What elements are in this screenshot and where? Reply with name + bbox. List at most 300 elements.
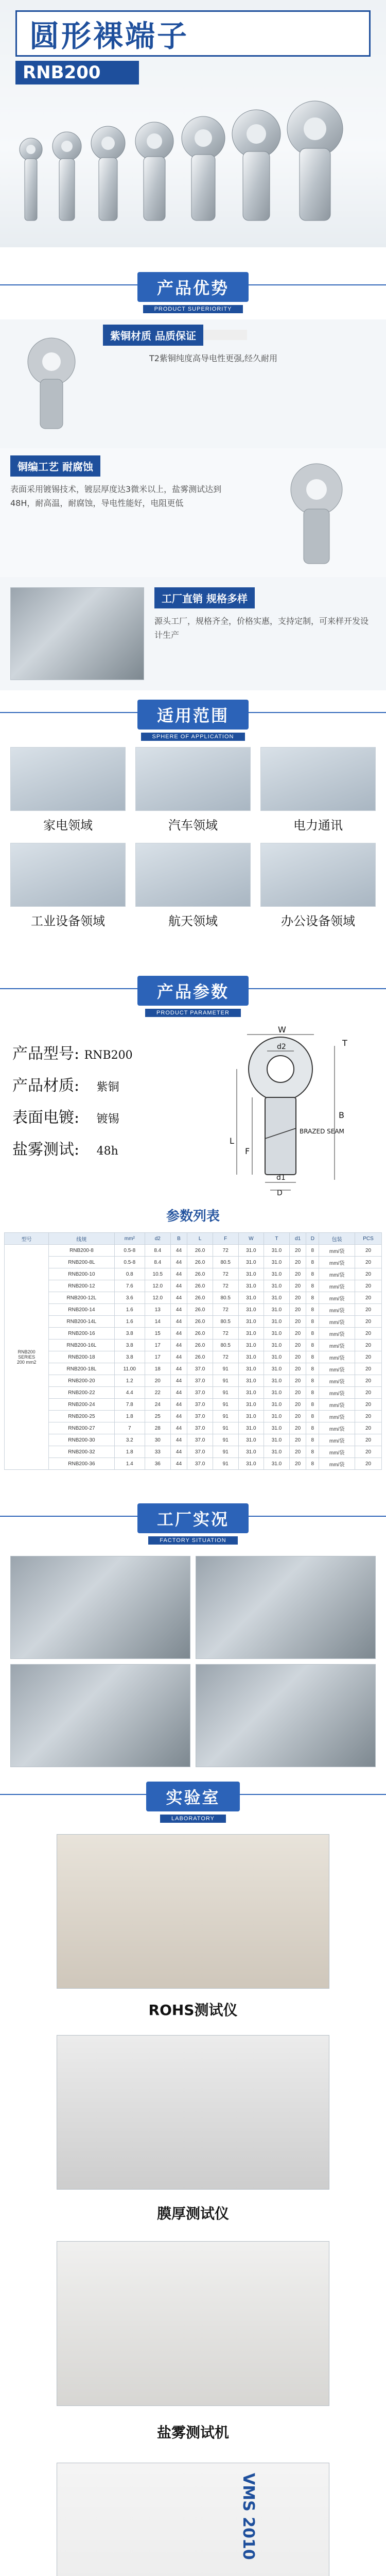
table-cell: 37.0	[187, 1363, 213, 1375]
factory-photo-3	[10, 1664, 190, 1767]
table-cell: 31.0	[264, 1245, 290, 1257]
vms-device-label: VMS 2010	[239, 2473, 257, 2560]
table-cell: mm/袋	[319, 1399, 355, 1411]
lab-caption: 盐雾测试机	[156, 2424, 229, 2441]
table-cell: 31.0	[264, 1399, 290, 1411]
advantage-label: 紫铜材质 品质保证	[103, 325, 203, 346]
table-cell: 7	[114, 1422, 145, 1434]
table-cell: 20	[289, 1245, 306, 1257]
table-cell: 20	[289, 1422, 306, 1434]
table-cell: 12.0	[145, 1280, 171, 1292]
table-cell: 31.0	[264, 1257, 290, 1268]
table-cell: 37.0	[187, 1375, 213, 1387]
table-cell: 91	[213, 1363, 238, 1375]
salt-spray-tester-photo	[57, 2241, 329, 2406]
table-cell: mm/袋	[319, 1245, 355, 1257]
table-cell: 20	[289, 1280, 306, 1292]
table-cell: 31.0	[264, 1280, 290, 1292]
table-cell: 91	[213, 1399, 238, 1411]
table-row	[5, 1245, 382, 1257]
table-cell: 44	[170, 1351, 187, 1363]
rohs-tester-photo	[57, 1834, 329, 1989]
table-cell: 44	[170, 1257, 187, 1268]
table-cell: 24	[145, 1399, 171, 1411]
spec-header-cell: d1	[289, 1233, 306, 1245]
parameters-panel	[0, 1025, 386, 1195]
terminal-5-icon	[182, 116, 225, 221]
table-cell: 8	[306, 1316, 319, 1328]
table-cell: 31.0	[238, 1280, 264, 1292]
table-row	[5, 1387, 382, 1399]
table-row	[5, 1446, 382, 1458]
table-cell: 31.0	[238, 1316, 264, 1328]
table-cell: 20	[289, 1316, 306, 1328]
spec-table-title: 参数列表	[166, 1209, 220, 1224]
table-cell: 0.5-8	[114, 1245, 145, 1257]
table-cell: 8	[306, 1304, 319, 1316]
table-cell: 31.0	[264, 1363, 290, 1375]
advantage-label: 工厂直销 规格多样	[154, 587, 255, 608]
table-cell: 20	[355, 1387, 382, 1399]
table-cell: mm/袋	[319, 1340, 355, 1351]
table-cell: mm/袋	[319, 1257, 355, 1268]
table-cell: 30	[145, 1434, 171, 1446]
table-cell: RNB200-20	[49, 1375, 114, 1387]
table-cell: 26.0	[187, 1268, 213, 1280]
terminal-dimension-diagram	[211, 1025, 376, 1195]
vms-tester-photo	[57, 2463, 329, 2576]
table-cell: RNB200-16L	[49, 1340, 114, 1351]
table-cell: 37.0	[187, 1422, 213, 1434]
table-cell: 91	[213, 1446, 238, 1458]
table-cell: RNB200-16	[49, 1328, 114, 1340]
table-cell: RNB200-36	[49, 1458, 114, 1470]
table-cell: 8	[306, 1458, 319, 1470]
spec-header-cell: PCS	[355, 1233, 382, 1245]
dim-label-w: W	[278, 1025, 286, 1035]
table-cell: 20	[355, 1328, 382, 1340]
table-row	[5, 1304, 382, 1316]
table-cell: mm/袋	[319, 1292, 355, 1304]
table-cell: 22	[145, 1387, 171, 1399]
table-cell: RNB200-30	[49, 1434, 114, 1446]
table-cell: 3.6	[114, 1292, 145, 1304]
table-cell: 3.8	[114, 1351, 145, 1363]
table-cell: 14	[145, 1316, 171, 1328]
table-cell: 20	[355, 1268, 382, 1280]
table-cell: 72	[213, 1280, 238, 1292]
table-cell: 72	[213, 1328, 238, 1340]
table-cell: 8	[306, 1280, 319, 1292]
advantage-label: 铜编工艺 耐腐蚀	[10, 455, 100, 477]
table-cell: 11.00	[114, 1363, 145, 1375]
table-cell: 44	[170, 1422, 187, 1434]
table-cell: 31.0	[238, 1387, 264, 1399]
table-cell: 1.2	[114, 1375, 145, 1387]
table-cell: 8	[306, 1422, 319, 1434]
table-cell: 1.6	[114, 1304, 145, 1316]
table-cell: 44	[170, 1363, 187, 1375]
table-cell: 8	[306, 1292, 319, 1304]
table-cell: 20	[355, 1304, 382, 1316]
table-cell: 28	[145, 1422, 171, 1434]
section-header-advantages	[0, 268, 386, 317]
spec-header-cell: F	[213, 1233, 238, 1245]
table-cell: 20	[289, 1351, 306, 1363]
section-title: 产品优势	[137, 272, 249, 302]
table-row	[5, 1328, 382, 1340]
table-cell: 0.8	[114, 1268, 145, 1280]
model-badge: RNB200	[15, 61, 139, 84]
table-cell: 91	[213, 1375, 238, 1387]
table-cell: 8	[306, 1328, 319, 1340]
spec-table	[4, 1232, 382, 1470]
table-row	[5, 1316, 382, 1328]
terminal-2-icon	[52, 132, 81, 221]
section-subtitle: SPHERE OF APPLICATION	[141, 733, 245, 741]
table-cell: 80.5	[213, 1257, 238, 1268]
section-header-application	[0, 696, 386, 745]
table-cell: 31.0	[264, 1387, 290, 1399]
section-subtitle: PRODUCT PARAMETER	[145, 1009, 241, 1017]
table-cell: 13	[145, 1304, 171, 1316]
appliance-photo	[10, 747, 126, 811]
param-value: RNB200	[84, 1049, 133, 1062]
table-cell: 26.0	[187, 1316, 213, 1328]
advantage-desc: 源头工厂，规格齐全，价格实惠，支持定制，可来样开发设计生产	[154, 616, 369, 640]
table-row	[5, 1257, 382, 1268]
table-row	[5, 1458, 382, 1470]
table-cell: mm/袋	[319, 1422, 355, 1434]
table-cell: RNB200-8L	[49, 1257, 114, 1268]
application-label: 办公设备领域	[281, 914, 355, 928]
table-cell: 36	[145, 1458, 171, 1470]
table-cell: 20	[355, 1257, 382, 1268]
table-cell: 20	[289, 1446, 306, 1458]
table-cell: 91	[213, 1422, 238, 1434]
table-cell: 31.0	[238, 1375, 264, 1387]
table-cell: 31.0	[238, 1434, 264, 1446]
table-cell: 44	[170, 1458, 187, 1470]
section-title: 工厂实况	[137, 1503, 249, 1533]
table-cell: 44	[170, 1304, 187, 1316]
table-cell: mm/袋	[319, 1328, 355, 1340]
table-cell: 31.0	[238, 1363, 264, 1375]
table-cell: 44	[170, 1446, 187, 1458]
application-grid	[10, 747, 376, 963]
param-value: 48h	[96, 1145, 118, 1158]
table-cell: 10.5	[145, 1268, 171, 1280]
table-cell: 44	[170, 1375, 187, 1387]
table-cell: RNB200-24	[49, 1399, 114, 1411]
table-cell: 8	[306, 1375, 319, 1387]
table-cell: 44	[170, 1316, 187, 1328]
dim-label-d1: d1	[276, 1174, 286, 1182]
table-cell: 8	[306, 1340, 319, 1351]
table-cell: mm/袋	[319, 1363, 355, 1375]
param-plating	[12, 1105, 119, 1127]
param-value: 镀锡	[96, 1113, 119, 1126]
table-cell: mm/袋	[319, 1268, 355, 1280]
table-cell: 80.5	[213, 1292, 238, 1304]
table-cell: 20	[145, 1375, 171, 1387]
table-row	[5, 1351, 382, 1363]
spec-header-cell: T	[264, 1233, 290, 1245]
table-cell: 31.0	[238, 1351, 264, 1363]
advantage-block-3	[0, 577, 386, 690]
spec-header-cell: 包装	[319, 1233, 355, 1245]
table-cell: 8	[306, 1387, 319, 1399]
table-cell: 31.0	[264, 1328, 290, 1340]
section-title: 实验室	[146, 1782, 239, 1811]
factory-photo-1	[10, 1556, 190, 1659]
table-cell: 0.5-8	[114, 1257, 145, 1268]
factory-photo-4	[196, 1664, 376, 1767]
automotive-photo	[135, 747, 251, 811]
page-title: 圆形裸端子	[15, 10, 371, 57]
table-cell: 3.8	[114, 1340, 145, 1351]
table-cell: 8	[306, 1245, 319, 1257]
table-cell: 8	[306, 1399, 319, 1411]
table-cell: 31.0	[264, 1422, 290, 1434]
table-cell: RNB200-18L	[49, 1363, 114, 1375]
section-header-parameters	[0, 972, 386, 1021]
spec-header-cell: d2	[145, 1233, 171, 1245]
table-cell: 20	[289, 1363, 306, 1375]
table-cell: RNB200-18	[49, 1351, 114, 1363]
table-row	[5, 1363, 382, 1375]
table-cell: 20	[355, 1458, 382, 1470]
lab-caption: ROHS测试仪	[148, 2002, 238, 2019]
table-cell: 44	[170, 1268, 187, 1280]
table-cell: 80.5	[213, 1340, 238, 1351]
table-cell: RNB200-32	[49, 1446, 114, 1458]
table-cell: mm/袋	[319, 1280, 355, 1292]
section-subtitle: PRODUCT SUPERIORITY	[143, 305, 243, 313]
table-cell: 20	[289, 1387, 306, 1399]
section-header-lab	[0, 1777, 386, 1827]
table-cell: 17	[145, 1351, 171, 1363]
table-cell: 26.0	[187, 1304, 213, 1316]
table-cell: 31.0	[264, 1375, 290, 1387]
aerospace-photo	[135, 843, 251, 907]
table-cell: RNB200-8	[49, 1245, 114, 1257]
spec-header-cell: L	[187, 1233, 213, 1245]
table-cell: 20	[355, 1280, 382, 1292]
spec-header-cell: D	[306, 1233, 319, 1245]
table-cell: 31.0	[264, 1268, 290, 1280]
table-cell: 31.0	[264, 1304, 290, 1316]
table-cell: 31.0	[264, 1434, 290, 1446]
table-cell: 20	[355, 1446, 382, 1458]
dim-label-f: F	[245, 1146, 250, 1156]
table-cell: 37.0	[187, 1446, 213, 1458]
advantage-block-2	[0, 448, 386, 577]
table-cell: 26.0	[187, 1280, 213, 1292]
table-cell: RNB200-12	[49, 1280, 114, 1292]
section-header-factory	[0, 1499, 386, 1549]
table-row	[5, 1411, 382, 1422]
table-cell: 31.0	[238, 1458, 264, 1470]
param-label: 表面电镀:	[12, 1109, 80, 1127]
table-cell: 37.0	[187, 1387, 213, 1399]
table-cell: 26.0	[187, 1351, 213, 1363]
terminal-closeup-photo	[10, 330, 98, 433]
table-cell: 72	[213, 1268, 238, 1280]
table-cell: 17	[145, 1340, 171, 1351]
table-cell: 20	[289, 1399, 306, 1411]
application-label: 工业设备领域	[31, 914, 105, 928]
table-cell: 31.0	[238, 1446, 264, 1458]
table-cell: mm/袋	[319, 1375, 355, 1387]
table-cell: 8.4	[145, 1257, 171, 1268]
param-material	[12, 1073, 119, 1095]
table-cell: mm/袋	[319, 1434, 355, 1446]
table-cell: 3.2	[114, 1434, 145, 1446]
table-cell: 20	[355, 1375, 382, 1387]
param-label: 产品型号:	[12, 1045, 80, 1063]
table-cell: 1.8	[114, 1411, 145, 1422]
table-cell: 8	[306, 1411, 319, 1422]
table-cell: 20	[355, 1411, 382, 1422]
table-cell: 8	[306, 1363, 319, 1375]
table-cell: 31.0	[238, 1292, 264, 1304]
table-cell: mm/袋	[319, 1458, 355, 1470]
dim-label-t: T	[342, 1038, 347, 1048]
table-cell: 31.0	[238, 1268, 264, 1280]
terminal-4-icon	[135, 122, 173, 221]
table-cell: 44	[170, 1399, 187, 1411]
terminal-product-photo	[10, 93, 376, 237]
table-row	[5, 1280, 382, 1292]
table-cell: 72	[213, 1245, 238, 1257]
spec-header-cell: 线规	[49, 1233, 114, 1245]
table-cell: 20	[355, 1316, 382, 1328]
table-cell: 37.0	[187, 1458, 213, 1470]
table-cell: 20	[289, 1375, 306, 1387]
table-cell: 12.0	[145, 1292, 171, 1304]
application-label: 家电领域	[43, 818, 93, 833]
table-cell: RNB200-14L	[49, 1316, 114, 1328]
table-cell: 20	[355, 1245, 382, 1257]
table-cell: 37.0	[187, 1399, 213, 1411]
table-cell: 1.4	[114, 1458, 145, 1470]
table-cell: 3.8	[114, 1328, 145, 1340]
table-cell: 44	[170, 1292, 187, 1304]
table-cell: 1.6	[114, 1316, 145, 1328]
table-cell: 31.0	[238, 1328, 264, 1340]
table-cell: 20	[289, 1268, 306, 1280]
table-cell: 1.8	[114, 1446, 145, 1458]
table-cell: 31.0	[264, 1458, 290, 1470]
dim-label-l: L	[230, 1136, 234, 1146]
table-cell: 31.0	[264, 1316, 290, 1328]
spec-header-cell: mm²	[114, 1233, 145, 1245]
dim-label-d2: d2	[277, 1043, 286, 1051]
param-label: 盐雾测试:	[12, 1141, 80, 1159]
table-cell: 44	[170, 1280, 187, 1292]
spec-header-cell: W	[238, 1233, 264, 1245]
table-row	[5, 1399, 382, 1411]
table-cell: 20	[289, 1292, 306, 1304]
section-subtitle: FACTORY SITUATION	[148, 1536, 237, 1545]
table-cell: 26.0	[187, 1340, 213, 1351]
dim-label-seam: BRAZED SEAM	[300, 1128, 344, 1135]
table-cell: 20	[289, 1340, 306, 1351]
table-cell: 8	[306, 1446, 319, 1458]
section-title: 产品参数	[137, 976, 249, 1006]
dim-label-b: B	[339, 1110, 344, 1120]
table-cell: 31.0	[264, 1446, 290, 1458]
terminal-6-icon	[232, 110, 280, 221]
table-cell: 26.0	[187, 1245, 213, 1257]
table-cell: 20	[289, 1257, 306, 1268]
application-label: 电力通讯	[293, 818, 343, 833]
table-cell: 7.8	[114, 1399, 145, 1411]
table-cell: 91	[213, 1411, 238, 1422]
param-value: 紫铜	[96, 1081, 119, 1094]
spec-header-cell: 型号	[5, 1233, 49, 1245]
table-cell: 31.0	[238, 1257, 264, 1268]
application-label: 航天领域	[168, 914, 218, 928]
series-group-label: RNB200 SERIES 200 mm2	[5, 1245, 49, 1470]
table-cell: mm/袋	[319, 1316, 355, 1328]
table-cell: mm/袋	[319, 1411, 355, 1422]
table-cell: 44	[170, 1387, 187, 1399]
terminal-7-icon	[287, 101, 343, 221]
table-cell: RNB200-22	[49, 1387, 114, 1399]
table-cell: 37.0	[187, 1434, 213, 1446]
table-cell: mm/袋	[319, 1304, 355, 1316]
table-cell: 31.0	[264, 1340, 290, 1351]
table-cell: 31.0	[264, 1411, 290, 1422]
table-cell: 20	[355, 1434, 382, 1446]
table-cell: RNB200-10	[49, 1268, 114, 1280]
table-cell: 26.0	[187, 1328, 213, 1340]
advantage-block-1	[0, 319, 386, 448]
spec-grid	[4, 1232, 382, 1470]
table-cell: 8	[306, 1351, 319, 1363]
office-equipment-photo	[260, 843, 376, 907]
terminal-1-icon	[20, 138, 42, 221]
application-label: 汽车领域	[168, 818, 218, 833]
table-cell: 44	[170, 1340, 187, 1351]
table-cell: 20	[289, 1458, 306, 1470]
terminal-side-photo	[268, 459, 365, 567]
table-cell: 31.0	[238, 1411, 264, 1422]
table-cell: RNB200-27	[49, 1422, 114, 1434]
section-title: 适用范围	[137, 700, 249, 730]
table-cell: 20	[289, 1328, 306, 1340]
table-cell: 20	[355, 1292, 382, 1304]
table-cell: 18	[145, 1363, 171, 1375]
table-cell: 91	[213, 1387, 238, 1399]
power-telecom-photo	[260, 747, 376, 811]
table-cell: 44	[170, 1328, 187, 1340]
industrial-equipment-photo	[10, 843, 126, 907]
table-cell: 8.4	[145, 1245, 171, 1257]
table-cell: 31.0	[264, 1292, 290, 1304]
table-cell: 25	[145, 1411, 171, 1422]
table-cell: RNB200-12L	[49, 1292, 114, 1304]
table-cell: 31.0	[238, 1399, 264, 1411]
table-cell: 8	[306, 1257, 319, 1268]
advantage-desc: 表面采用镀锡技术，镀层厚度达3微米以上，盐雾测试达到48H，耐高温，耐腐蚀，导电性能好，电阻更低	[10, 484, 222, 509]
table-cell: RNB200-14	[49, 1304, 114, 1316]
table-cell: 20	[355, 1399, 382, 1411]
thickness-tester-photo	[57, 2035, 329, 2190]
table-cell: 20	[355, 1422, 382, 1434]
